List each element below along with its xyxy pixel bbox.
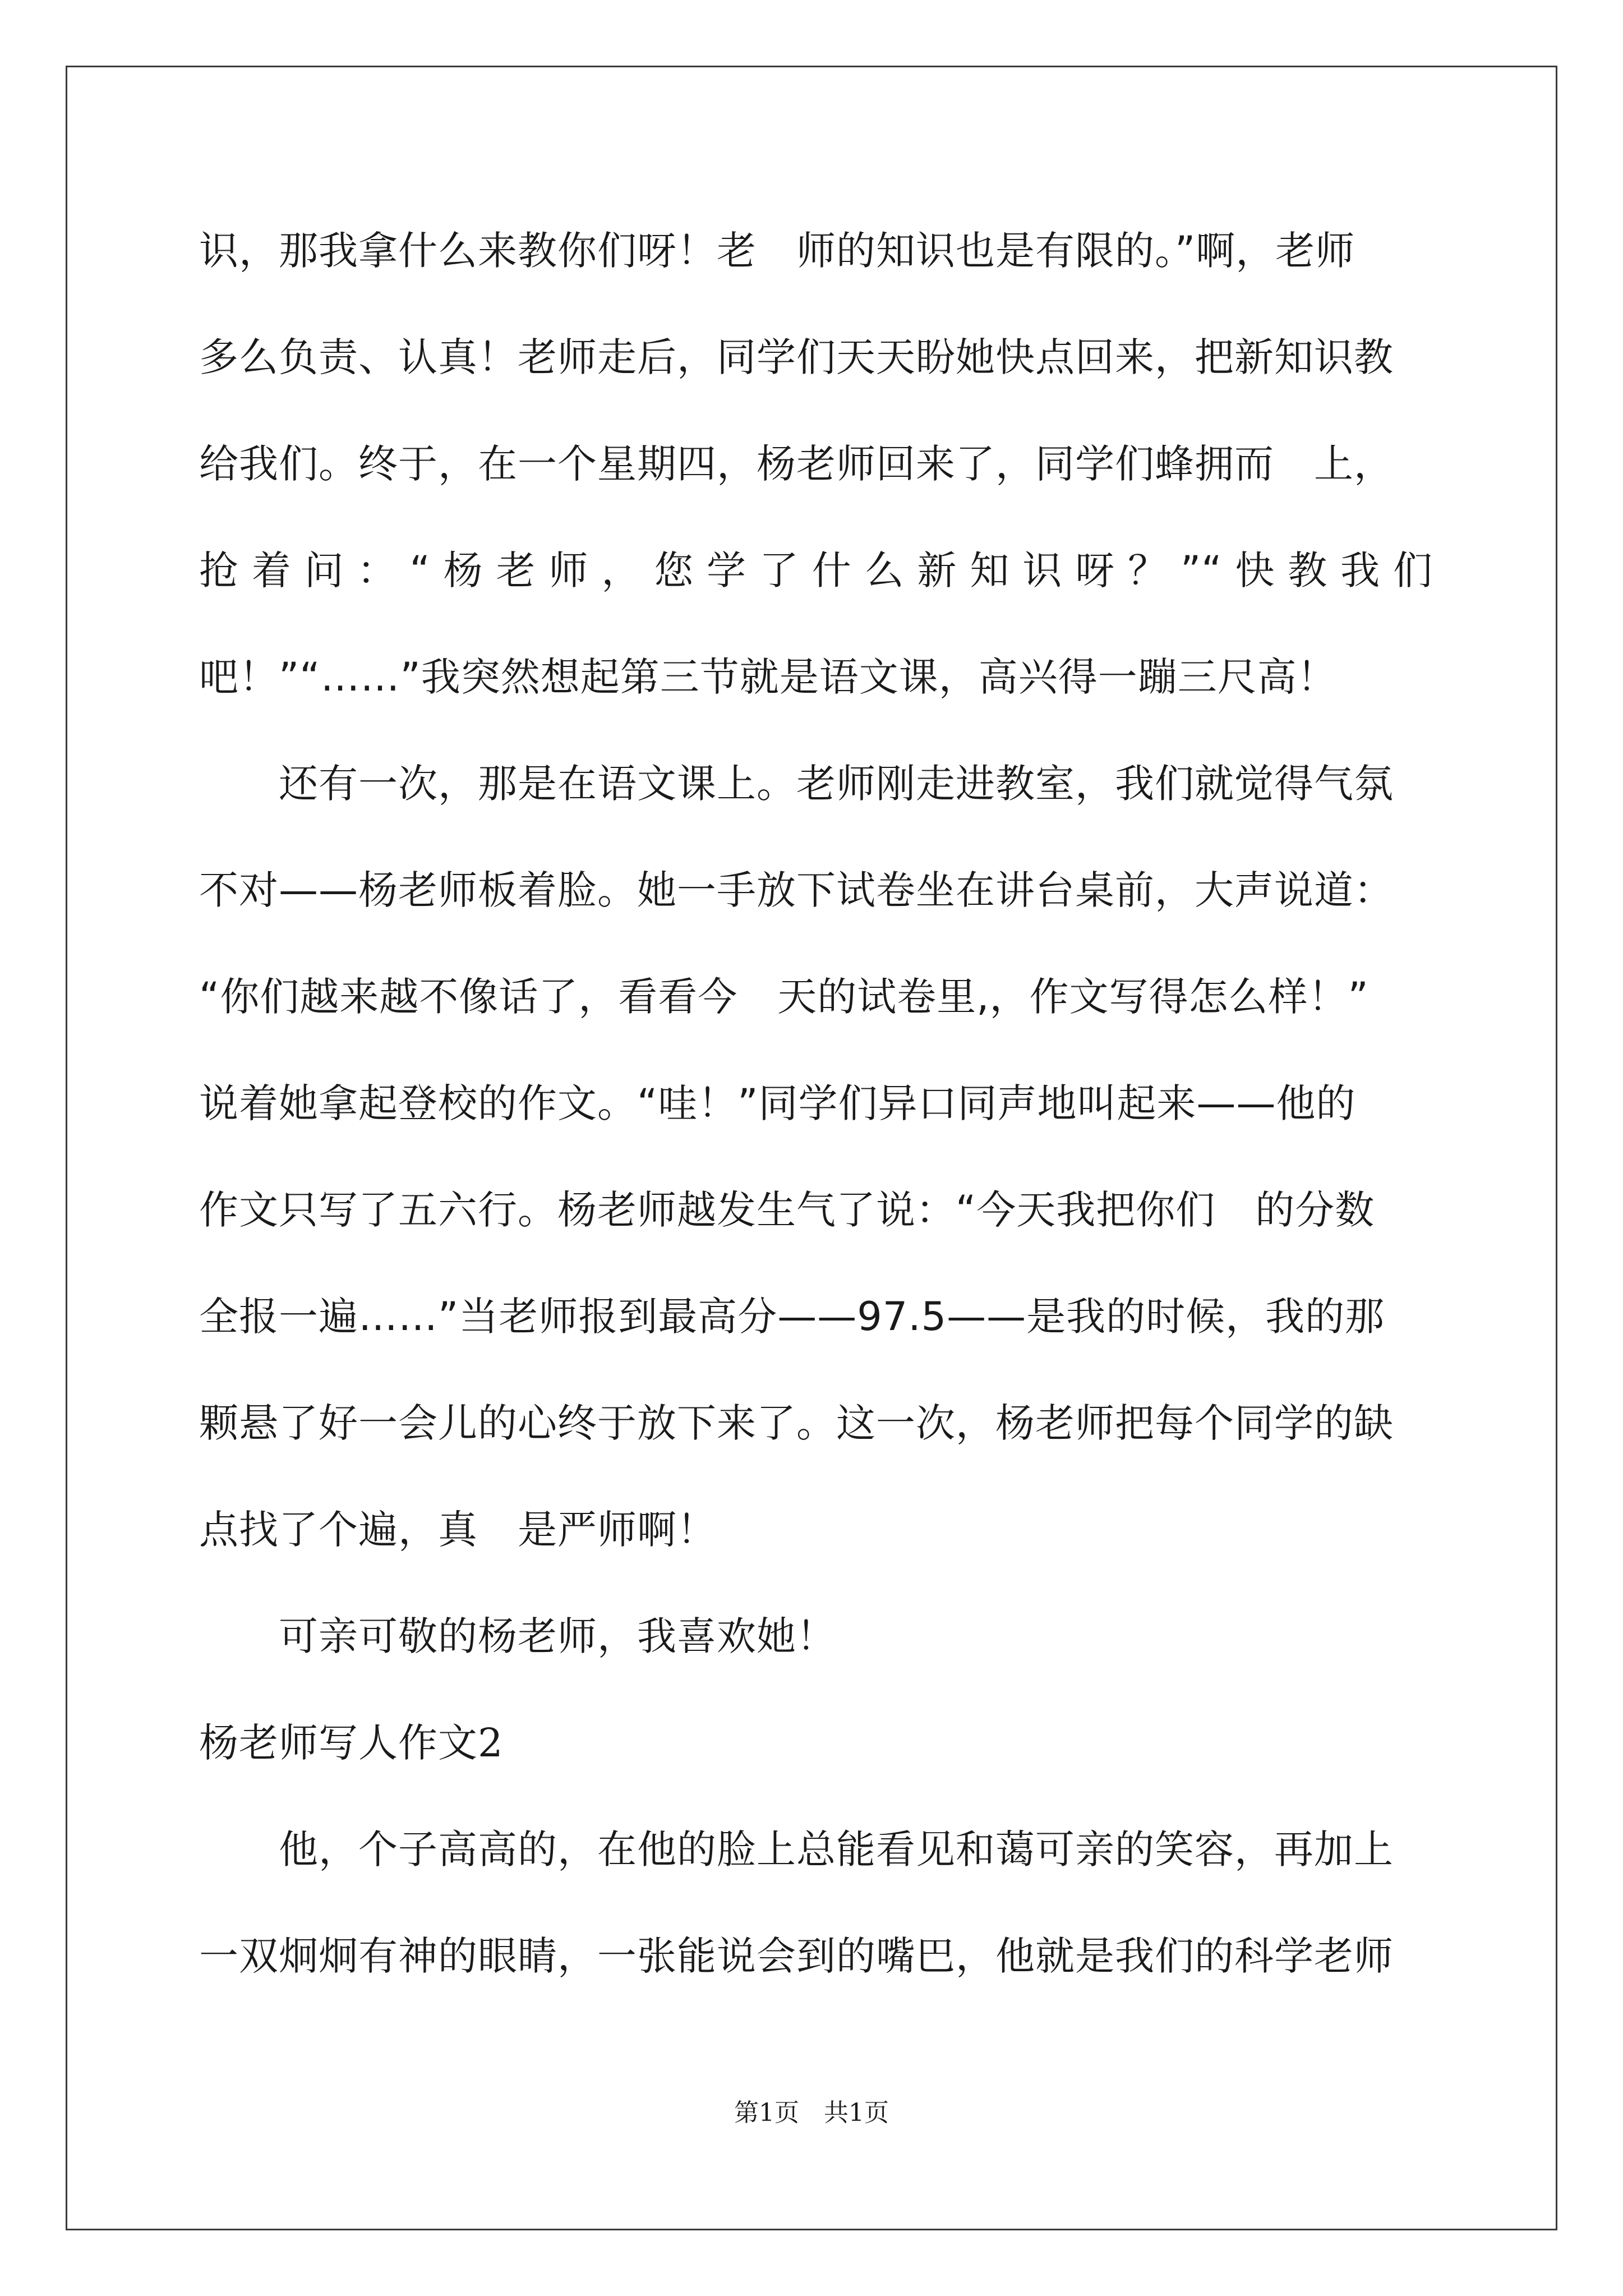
text-line: 全报一遍……”当老师报到最高分——97.5——是我的时候，我的那 (199, 1294, 1385, 1340)
text-line: 颗悬了好一会儿的心终于放下来了。这一次，杨老师把每个同学的缺 (199, 1400, 1394, 1446)
paragraph-start-line: 还有一次，那是在语文课上。老师刚走进教室，我们就觉得气氛 (279, 761, 1394, 807)
paragraph-start-line: 他，个子高高的，在他的脸上总能看见和蔼可亲的笑容，再加上 (279, 1826, 1394, 1872)
text-line: 说着她拿起登校的作文。“哇！”同学们异口同声地叫起来——他的 (199, 1080, 1356, 1126)
text-line: 不对——杨老师板着脸。她一手放下试卷坐在讲台桌前，大声说道： (199, 867, 1394, 913)
text-line: 抢着问：“杨老师，您学了什么新知识呀？”“快教我们 (199, 547, 1433, 593)
text-line: 一双炯炯有神的眼睛，一张能说会到的嘴巴，他就是我们的科学老师 (199, 1933, 1394, 1979)
text-line: “你们越来越不像话了，看看今 天的试卷里,，作文写得怎么样！” (199, 974, 1369, 1020)
text-line: 作文只写了五六行。杨老师越发生气了说：“今天我把你们 的分数 (199, 1187, 1375, 1233)
text-line: 点找了个遍，真 是严师啊！ (199, 1507, 717, 1553)
section-heading: 杨老师写人作文2 (199, 1720, 504, 1766)
paragraph-start-line: 可亲可敬的杨老师，我喜欢她！ (279, 1613, 836, 1659)
text-line: 多么负责、认真！老师走后，同学们天天盼她快点回来，把新知识教 (199, 334, 1394, 380)
document-body (199, 197, 1433, 2009)
text-line: 识，那我拿什么来教你们呀！老 师的知识也是有限的。”啊，老师 (199, 228, 1355, 274)
page-footer: 第1页 共1页 (734, 2099, 889, 2127)
text-line: 吧！”“……”我突然想起第三节就是语文课，高兴得一蹦三尺高！ (199, 654, 1337, 700)
text-line: 给我们。终于，在一个星期四，杨老师回来了，同学们蜂拥而 上， (199, 441, 1394, 487)
